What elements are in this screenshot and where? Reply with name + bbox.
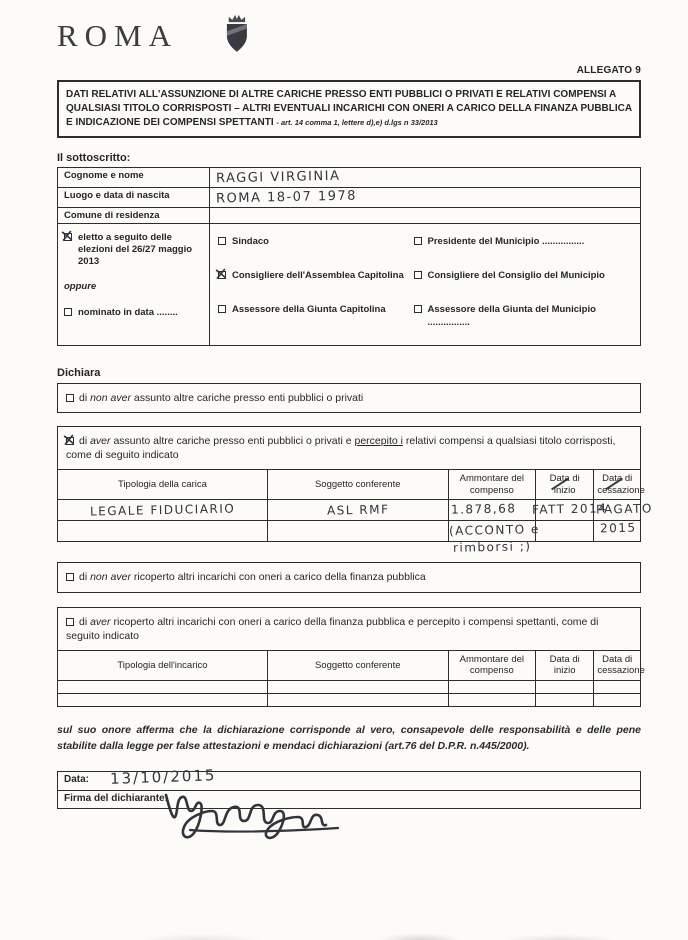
field-label-nascita: Luogo e data di nascita <box>58 187 210 207</box>
decl-text: assunto altre cariche presso enti pubblici o privati e <box>110 435 355 448</box>
assessore-capitolina-label: Assessore della Giunta Capitolina <box>232 304 386 316</box>
col-soggetto: Soggetto conferente <box>267 650 448 680</box>
nominato-checkbox-icon <box>64 308 72 316</box>
consigliere-assemblea-checkbox-icon <box>218 271 226 279</box>
checkbox-assessore-capitolina <box>218 304 414 329</box>
mandate-row <box>58 223 641 345</box>
table-row <box>58 693 641 706</box>
decl-text: ricoperto altri incarichi con oneri a carico della finanza pubblica <box>130 571 426 584</box>
oppure-label: oppure <box>64 280 97 292</box>
field-label-residenza: Comune di residenza <box>58 207 210 223</box>
col-data-inizio: Data di inizio <box>536 650 594 680</box>
declarant-table <box>57 167 641 346</box>
cariche-table <box>57 469 654 542</box>
declaration-no-incarichi <box>57 562 641 592</box>
handwriting-cessazione: PAGATO <box>596 501 654 518</box>
oath-paragraph: sul suo onore afferma che la dichiarazione corrisponde al vero, consapevole delle responsabilità e delle pene stabilite dalla legge per false attestazioni e mendaci dichiarazioni (art.76 del D.P.R. n.445/2000). <box>57 723 641 752</box>
handwriting-date: 13/10/2015 <box>109 766 217 789</box>
cariche-table-wrap <box>57 469 654 556</box>
col-ammontare: Ammontare del compenso <box>448 470 535 500</box>
handwriting-ammontare: 1.878,68 <box>450 501 517 518</box>
decl-text: di <box>79 391 91 404</box>
table-row <box>58 167 641 187</box>
declaration-si-incarichi <box>57 607 641 651</box>
table-row <box>58 521 641 542</box>
data-row <box>58 766 640 790</box>
table-header-row <box>58 470 641 500</box>
eletto-label: eletto a seguito delle elezioni del 26/27 maggio 2013 <box>78 231 193 268</box>
allegato-label: ALLEGATO 9 <box>576 65 641 76</box>
col-data-cessazione: Data di cessazione <box>594 470 641 500</box>
form-title-box <box>57 80 641 138</box>
firma-label: Firma del dichiarante: <box>64 793 168 805</box>
col-tipologia-carica: Tipologia della carica <box>58 470 268 500</box>
decl-text: di <box>79 571 91 584</box>
table-row <box>58 680 641 693</box>
checkbox-eletto <box>64 232 203 269</box>
checkbox-consigliere-assemblea <box>218 270 414 282</box>
data-label: Data: <box>64 774 90 786</box>
mandate-options-cell <box>210 223 641 345</box>
signature-block <box>57 766 641 809</box>
handwriting-soggetto: ASL RMF <box>326 502 390 519</box>
field-value-cognome <box>210 167 641 187</box>
decl-text: ricoperto altri incarichi con oneri a carico della finanza pubblica e percepito i compensi spettanti, come di seguito indicato <box>66 615 599 642</box>
handwriting-inizio: FATT 2014 <box>531 501 608 518</box>
checkbox-presidente-municipio <box>414 236 634 248</box>
mandate-left-cell <box>58 223 210 345</box>
table-row <box>58 187 641 207</box>
col-data-cessazione: Data di cessazione <box>594 650 641 680</box>
assessore-municipio-checkbox-icon <box>414 305 422 313</box>
decl-text: di <box>79 615 91 628</box>
handwriting-tipologia: LEGALE FIDUCIARIO <box>89 501 236 519</box>
table-header-row <box>58 650 641 680</box>
roma-crest-icon <box>222 14 250 59</box>
checkbox-consigliere-municipio <box>414 270 634 282</box>
field-value-residenza <box>210 207 641 223</box>
handwriting-rimborsi: rimborsi ;) <box>452 539 532 556</box>
dichiara-heading: Dichiara <box>57 366 101 379</box>
decl-text-em: aver <box>90 435 111 448</box>
form-title-text: DATI RELATIVI ALL'ASSUNZIONE DI ALTRE CARICHE PRESSO ENTI PUBBLICI O PRIVATI E RELATIVI COMPENSI A QUALSIASI TITOLO CORRISPOSTI – ALTRI EVENTUALI INCARICHI CON ONERI A CARICO DELLA FINANZA PUBBLICA E INDICAZIONE DEI COMPENSI SPETTANTI <box>66 89 632 129</box>
decl-text: assunto altre cariche presso enti pubblici o privati <box>130 391 364 404</box>
presidente-municipio-checkbox-icon <box>414 237 422 245</box>
consigliere-municipio-checkbox-icon <box>414 271 422 279</box>
nominato-label: nominato in data ........ <box>78 306 178 318</box>
firma-row <box>58 790 640 808</box>
presidente-municipio-label: Presidente del Municipio ................ <box>427 235 585 247</box>
checkbox-sindaco <box>218 236 414 248</box>
table-row <box>58 207 641 223</box>
si-cariche-checkbox-icon <box>66 437 74 445</box>
decl-text-underlined: percepito i <box>354 435 403 448</box>
declarant-section-heading: Il sottoscritto: <box>57 151 131 164</box>
col-soggetto: Soggetto conferente <box>267 470 448 500</box>
assessore-municipio-label: Assessore della Giunta del Municipio ................ <box>427 304 596 328</box>
declaration-si-cariche <box>57 426 641 470</box>
signature-scrawl-icon <box>160 781 345 846</box>
no-incarichi-checkbox-icon <box>66 573 74 581</box>
sindaco-label: Sindaco <box>232 235 269 247</box>
page-header <box>57 15 641 57</box>
handwriting-acconto: (ACCONTO e <box>448 522 540 539</box>
col-ammontare: Ammontare del compenso <box>448 650 535 680</box>
checkbox-nominato <box>64 307 203 319</box>
assessore-capitolina-checkbox-icon <box>218 305 226 313</box>
roma-logo-text: ROMA <box>57 18 179 53</box>
decl-text-em: non aver <box>90 391 131 404</box>
decl-text: di <box>79 435 91 448</box>
table-row <box>58 500 641 521</box>
form-title-law-reference: - art. 14 comma 1, lettere d),e) d.lgs n 33/2013 <box>276 118 438 128</box>
declaration-no-cariche <box>57 383 641 413</box>
decl-text: relativi compensi a qualsiasi titolo corrisposti, come di seguito indicato <box>66 435 616 462</box>
decl-text-em: non aver <box>90 571 131 584</box>
col-data-inizio: Data di inizio <box>536 470 594 500</box>
eletto-checkbox-icon <box>64 233 72 241</box>
sindaco-checkbox-icon <box>218 237 226 245</box>
consigliere-assemblea-label: Consigliere dell'Assemblea Capitolina <box>232 269 404 281</box>
handwriting-nascita: ROMA 18-07 1978 <box>215 188 358 207</box>
decl-text-em: aver <box>90 615 111 628</box>
consigliere-municipio-label: Consigliere del Consiglio del Municipio <box>427 269 605 281</box>
incarichi-table <box>57 650 645 707</box>
field-label-cognome: Cognome e nome <box>58 167 210 187</box>
handwriting-2015: 2015 <box>600 521 638 536</box>
no-cariche-checkbox-icon <box>66 394 74 402</box>
handwriting-cognome: RAGGI VIRGINIA <box>215 168 341 186</box>
col-tipologia-incarico: Tipologia dell'incarico <box>58 650 268 680</box>
si-incarichi-checkbox-icon <box>66 618 74 626</box>
field-value-nascita <box>210 187 641 207</box>
checkbox-assessore-municipio <box>414 304 634 329</box>
